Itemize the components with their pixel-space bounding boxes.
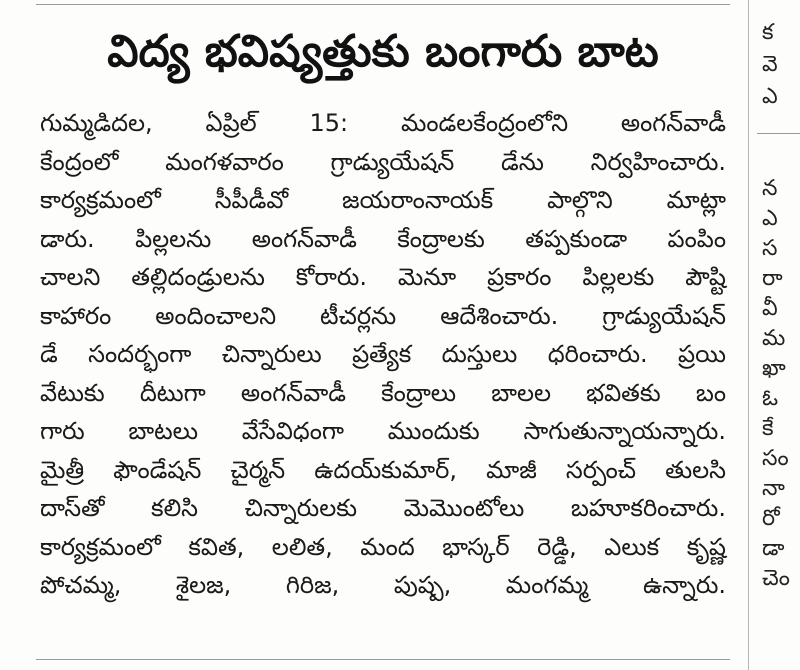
side-fragment: కే xyxy=(762,416,774,441)
article-line: వేటుకు దీటుగా అంగన్‌వాడీ కేంద్రాలు బాలల భవితకు బం xyxy=(40,378,726,407)
article-body xyxy=(40,104,726,605)
side-fragment: ఎ xyxy=(762,84,778,109)
side-fragment: వె xyxy=(762,52,778,77)
side-fragment: డా xyxy=(762,536,785,561)
top-divider xyxy=(36,4,730,5)
bottom-divider xyxy=(36,659,730,660)
article-headline: విద్య భవిష్యత్తుకు బంగారు బాట xyxy=(107,26,659,77)
side-fragment: రా xyxy=(762,266,783,291)
side-fragment: న xyxy=(762,176,778,201)
article-line: డారు. పిల్లలను అంగన్‌వాడీ కేంద్రాలకు తప్పకుండా పంపిం xyxy=(40,224,726,253)
side-fragment: సం xyxy=(762,446,789,471)
side-fragment: వీ xyxy=(762,296,778,321)
article-line: చాలని తల్లిదండ్రులను కోరారు. మెనూ ప్రకారం పిల్లలకు పౌష్టి xyxy=(40,263,726,291)
column-divider xyxy=(748,0,749,670)
article-line: గుమ్మడిదల, ఏప్రిల్ 15: మండలకేంద్రంలోని అంగన్‌వాడీ xyxy=(40,109,726,137)
article-line: గారు బాటలు వేసేవిధంగా ముందుకు సాగుతున్నాయన్నారు. xyxy=(40,417,726,445)
article-line: పోచమ్మ, శైలజ, గిరిజ, పుష్ప, మంగమ్మ ఉన్నారు. xyxy=(40,571,726,599)
article-line: దాస్‌తో కలిసి చిన్నారులకు మెమొంటోలు బహూకరించారు. xyxy=(40,494,726,522)
article-line: కేంద్రంలో మంగళవారం గ్రాడ్యుయేషన్ డేను నిర్వహించారు. xyxy=(40,147,726,176)
side-fragment: క xyxy=(762,20,774,45)
article-line: మైత్రీ ఫౌండేషన్ చైర్మన్ ఉదయ్‌కుమార్, మాజీ సర్పంచ్ తులసి xyxy=(40,455,726,484)
adjacent-column-fragment xyxy=(762,0,800,670)
article-line: కార్యక్రమంలో కవిత, లలిత, మంద భాస్కర్ రెడ్డి, ఎలుక కృష్ణ xyxy=(40,532,726,561)
side-fragment: స xyxy=(762,236,778,261)
side-fragment: రో xyxy=(762,506,780,531)
side-fragment: ఎ xyxy=(762,206,778,231)
article-line: కార్యక్రమంలో సీపీడీవో జయరాంనాయక్ పాల్గొని మాట్లా xyxy=(40,186,726,214)
side-fragment: నా xyxy=(762,476,785,501)
side-fragment: ఖా xyxy=(762,356,786,381)
article-line: డే సందర్భంగా చిన్నారులు ప్రత్యేక దుస్తులు ధరించారు. ప్రయి xyxy=(40,340,726,368)
side-fragment: మ xyxy=(762,326,786,351)
article-line: కాహారం అందించాలని టీచర్లను ఆదేశించారు. గ్రాడ్యుయేషన్ xyxy=(40,301,726,330)
side-fragment: చెం xyxy=(762,566,790,591)
side-fragment: ఓ xyxy=(762,386,779,411)
